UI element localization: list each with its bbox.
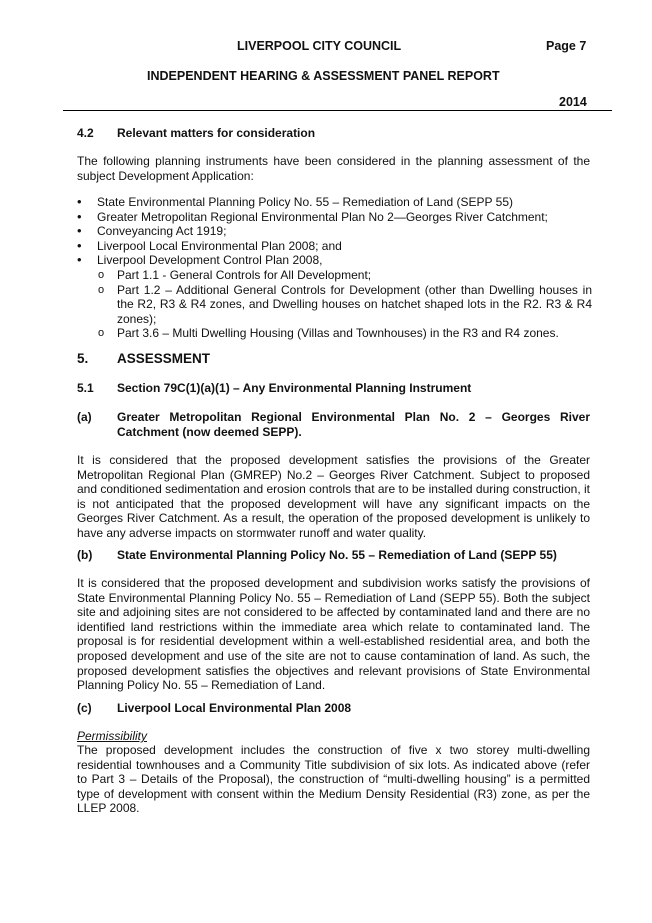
- list-item: [77, 195, 592, 210]
- report-year: 2014: [559, 95, 587, 109]
- section-5-1-number: 5.1: [77, 381, 94, 395]
- subsection-a-number: (a): [77, 410, 92, 424]
- sub-list-item-text: Part 3.6 – Multi Dwelling Housing (Villas and Townhouses) in the R3 and R4 zones.: [117, 326, 559, 341]
- header-rule: [63, 110, 612, 111]
- section-4-2-title: Relevant matters for consideration: [117, 126, 316, 140]
- sub-list-item-text: Part 1.1 - General Controls for All Development;: [117, 267, 372, 282]
- report-title: INDEPENDENT HEARING & ASSESSMENT PANEL REPORT: [147, 69, 500, 83]
- section-5-number: 5.: [77, 351, 89, 366]
- permissibility-subheading: Permissibility: [77, 729, 148, 743]
- sub-list-item-text: Part 1.2 – Additional General Controls for Development (other than Dwelling houses in the R2, R3 & R4 zones, and Dwelling houses on hatchet shaped lots in the R2. R3 & R4 zones);: [117, 282, 592, 326]
- page-number: Page 7: [546, 39, 587, 53]
- list-item-text: Conveyancing Act 1919;: [97, 224, 227, 239]
- subsection-c-body: The proposed development includes the construction of five x two storey multi-dwelling residential townhouses and a Community Title subdivision of six lots. As indicated above (refer to Part 3 – Details of the Proposal), the construction of “multi-dwelling housing” is a permitted type of development with consent within the Medium Density Residential (R3) zone, as per the LLEP 2008.: [77, 743, 590, 816]
- dcp-parts-list: [97, 268, 592, 341]
- section-4-2-number: 4.2: [77, 126, 94, 140]
- list-item: [77, 253, 592, 341]
- section-5-1-title: Section 79C(1)(a)(1) – Any Environmental Planning Instrument: [117, 381, 472, 395]
- sub-list-item: [97, 283, 592, 327]
- list-item-text: Liverpool Local Environmental Plan 2008; and: [97, 238, 342, 253]
- subsection-a-body: It is considered that the proposed development satisfies the provisions of the Greater Metropolitan Regional Plan (GMREP) No.2 – Georges River Catchment. Subject to proposed and conditioned sedimentation and erosion controls that are to be installed during construction, it is not anticipated that the proposed development will have any significant impacts on the Georges River Catchment. As a result, the operation of the proposed development is unlikely to have any adverse impacts on stormwater runoff and water quality.: [77, 453, 590, 540]
- list-item: [77, 239, 592, 254]
- sub-list-item: [97, 326, 592, 341]
- subsection-c-title: Liverpool Local Environmental Plan 2008: [117, 701, 352, 715]
- subsection-a-title: Greater Metropolitan Regional Environmental Plan No. 2 – Georges River Catchment (now deemed SEPP).: [117, 410, 590, 439]
- council-name: LIVERPOOL CITY COUNCIL: [237, 39, 402, 53]
- planning-instruments-list: [77, 195, 592, 341]
- section-4-2-intro: The following planning instruments have been considered in the planning assessment of the subject Development Application:: [77, 154, 590, 183]
- subsection-b-number: (b): [77, 548, 93, 562]
- subsection-b-body: It is considered that the proposed development and subdivision works satisfy the provisions of State Environmental Planning Policy No. 55 – Remediation of Land (SEPP 55). Both the subject site and adjoining sites are not considered to be affected by contaminated land and there are no identified land restrictions within the immediate area which relate to contaminated land. The proposal is for residential development within a well-established residential area, and both the proposed development and use of the site are not to cause contamination of land. As such, the proposed development satisfies the objectives and relevant provisions of State Environmental Planning Policy No. 55 – Remediation of Land.: [77, 576, 590, 693]
- list-item-text: Greater Metropolitan Regional Environmental Plan No 2—Georges River Catchment;: [97, 209, 548, 224]
- list-item: [77, 224, 592, 239]
- subsection-c-number: (c): [77, 701, 92, 715]
- list-item: [77, 210, 592, 225]
- list-item-text: State Environmental Planning Policy No. 55 – Remediation of Land (SEPP 55): [97, 195, 514, 209]
- sub-list-item: [97, 268, 592, 283]
- subsection-b-title: State Environmental Planning Policy No. 55 – Remediation of Land (SEPP 55): [117, 548, 557, 562]
- list-item-text: Liverpool Development Control Plan 2008,: [97, 253, 323, 268]
- section-5-title: ASSESSMENT: [117, 351, 211, 366]
